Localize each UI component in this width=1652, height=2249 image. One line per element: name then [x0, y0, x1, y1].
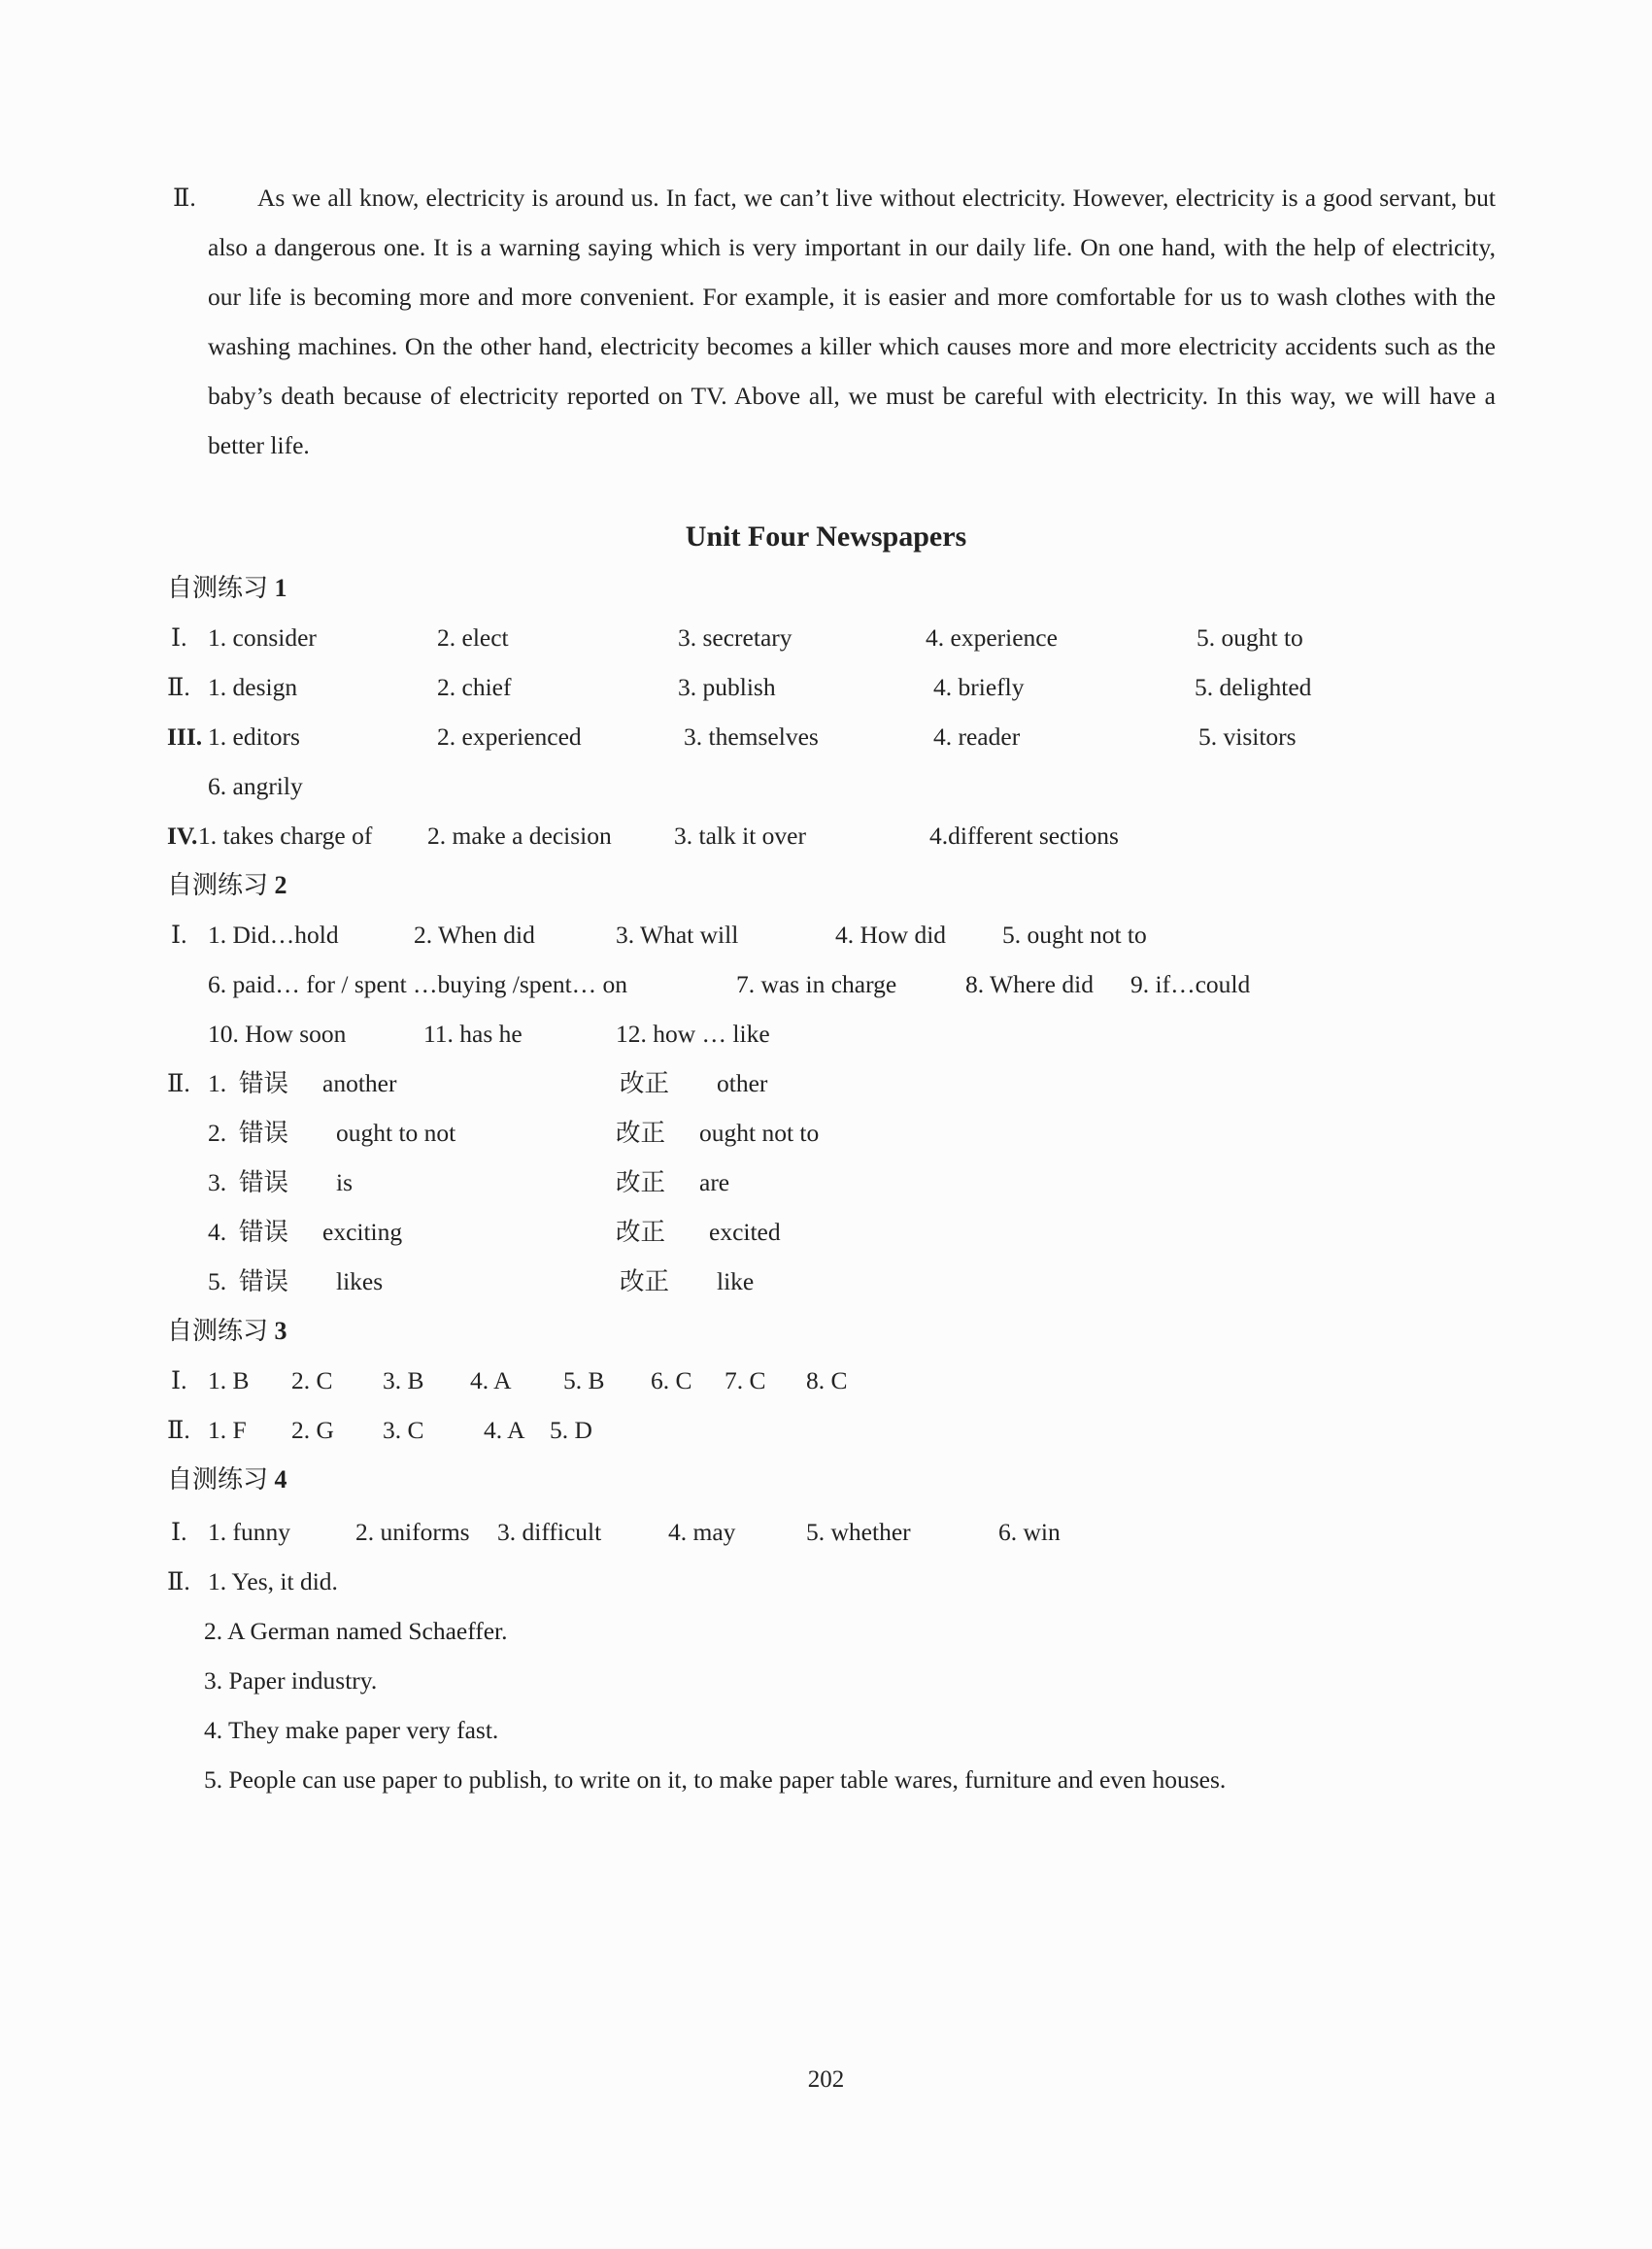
unit-title: Unit Four Newspapers [685, 520, 967, 553]
row-number: 3. [208, 1168, 227, 1196]
answer-item: 9. if…could [1130, 970, 1251, 998]
essay-answer [173, 173, 1496, 470]
wrong-label: 错误 [239, 1119, 289, 1147]
ex4-part2-row [167, 1705, 1430, 1755]
answer-item: 2. When did [414, 921, 535, 949]
answer-item: 6. C [651, 1366, 692, 1394]
answer-item: 5. delighted [1195, 673, 1312, 701]
answer-item: 2. chief [437, 673, 512, 701]
part-label: Ⅰ. [171, 623, 187, 652]
answer-item: 2. make a decision [427, 822, 612, 850]
exercise-number: 4 [274, 1465, 287, 1494]
fix-label: 改正 [616, 1218, 666, 1246]
row-number: 4. [208, 1218, 227, 1246]
answer-item: 8. C [806, 1366, 848, 1394]
ex1-part1-row [167, 613, 1430, 662]
wrong-word: likes [336, 1267, 384, 1295]
wrong-label: 错误 [239, 1168, 289, 1196]
exercise-number: 1 [274, 574, 287, 602]
wrong-word: ought to not [336, 1119, 456, 1147]
ex2-part1-row-b [167, 959, 1430, 1009]
exercise-title: 自测练习 [167, 574, 269, 602]
exercise-1-heading [167, 563, 287, 613]
part-label: Ⅰ. [171, 1366, 187, 1394]
answer-item: 5. ought not to [1002, 921, 1147, 949]
wrong-label: 错误 [239, 1267, 289, 1295]
part-label: Ⅰ. [171, 1518, 187, 1546]
exercise-number: 3 [274, 1317, 287, 1345]
exercise-title: 自测练习 [167, 1317, 269, 1345]
answer-item: 4. How did [835, 921, 947, 949]
row-number: 1. [208, 1069, 227, 1097]
answer-item: 2. experienced [437, 722, 582, 751]
wrong-word: exciting [322, 1218, 403, 1246]
answer-item: 4.different sections [929, 822, 1119, 850]
answer-item: 1. F [208, 1416, 247, 1444]
answer-item: 5. visitors [1198, 722, 1297, 751]
wrong-label: 错误 [239, 1069, 289, 1097]
answer-item: 1. consider [208, 623, 317, 652]
essay-number: Ⅱ. [173, 184, 196, 212]
fix-label: 改正 [616, 1168, 666, 1196]
row-number: 5. [208, 1267, 227, 1295]
fix-label: 改正 [620, 1267, 670, 1295]
answer-item: 5. D [550, 1416, 592, 1444]
answer-item: 3. Paper industry. [204, 1666, 378, 1695]
ex4-part2-row [167, 1606, 1430, 1656]
ex1-part2-row [167, 662, 1430, 712]
part-label: III. [167, 722, 203, 751]
answer-item: 4. A [484, 1416, 525, 1444]
answer-item: 7. C [725, 1366, 766, 1394]
fix-label: 改正 [616, 1119, 666, 1147]
answer-item: 2. uniforms [355, 1518, 470, 1546]
answer-item: 11. has he [423, 1020, 523, 1048]
part-label: Ⅱ. [167, 1567, 190, 1595]
answer-item: 6. angrily [208, 772, 303, 800]
part-label: Ⅱ. [167, 1416, 190, 1444]
part-label: IV. [167, 822, 198, 850]
answer-item: 5. ought to [1197, 623, 1303, 652]
answer-item: 2. elect [437, 623, 509, 652]
answer-item: 3. themselves [684, 722, 819, 751]
wrong-word: is [336, 1168, 354, 1196]
ex2-part1-row-c [167, 1009, 1430, 1058]
fix-word: like [717, 1267, 755, 1295]
fix-word: other [717, 1069, 768, 1097]
answer-item: 3. talk it over [674, 822, 806, 850]
answer-item: 4. may [668, 1518, 736, 1546]
fix-word: ought not to [699, 1119, 820, 1147]
answer-item: 6. paid… for / spent …buying /spent… on [208, 970, 628, 998]
ex1-part3-row [167, 712, 1430, 761]
answer-item: 3. publish [678, 673, 776, 701]
answer-item: 2. A German named Schaeffer. [204, 1617, 508, 1645]
answer-item: 5. whether [806, 1518, 911, 1546]
answer-item: 4. experience [926, 623, 1058, 652]
part-label: Ⅱ. [167, 1069, 190, 1097]
answer-item: 3. C [383, 1416, 424, 1444]
ex2-part1-row-a [167, 910, 1430, 959]
fix-word: are [699, 1168, 730, 1196]
answer-item: 3. difficult [497, 1518, 602, 1546]
answer-item: 4. A [470, 1366, 512, 1394]
part-label: Ⅰ. [171, 921, 187, 949]
answer-item: 5. B [563, 1366, 605, 1394]
answer-item: 4. briefly [933, 673, 1025, 701]
exercise-3-heading [167, 1306, 287, 1356]
answer-item: 1. Did…hold [208, 921, 339, 949]
fix-word: excited [709, 1218, 781, 1246]
row-number: 2. [208, 1119, 227, 1147]
answer-item: 4. They make paper very fast. [204, 1716, 499, 1744]
answer-item: 7. was in charge [736, 970, 897, 998]
answer-item: 3. secretary [678, 623, 792, 652]
exercise-4-heading [167, 1455, 287, 1504]
ex4-part2-row [167, 1557, 1430, 1606]
ex4-part2-row [167, 1656, 1430, 1705]
answer-item: 12. how … like [616, 1020, 770, 1048]
essay-text: As we all know, electricity is around us. In fact, we can’t live without electricity. However, electricity is a good servant, but also a dangerous one. It is a warning saying which is very important in our daily life. On one hand, with the help of electricity, our life is becoming more and more convenient. For example, it is easier and more comfortable for us to wash clothes with the washing machines. On the other hand, electricity becomes a killer which causes more and more electricity accidents such as the baby’s death because of electricity reported on TV. Above all, we must be careful with electricity. In this way, we will have a better life. [208, 184, 1496, 459]
answer-item: 1. funny [208, 1518, 290, 1546]
page-number: 202 [807, 2066, 845, 2093]
answer-item: 1. editors [208, 722, 300, 751]
ex2-correction-row [167, 1158, 1430, 1207]
answer-item: 3. What will [616, 921, 739, 949]
ex2-correction-row [167, 1207, 1430, 1257]
answer-item: 1. takes charge of [198, 822, 373, 850]
wrong-word: another [322, 1069, 397, 1097]
ex1-part3-row-cont [167, 761, 1430, 811]
ex2-correction-row [167, 1257, 1430, 1306]
ex2-correction-row [167, 1058, 1430, 1108]
answer-item: 3. B [383, 1366, 424, 1394]
answer-item: 1. B [208, 1366, 250, 1394]
ex3-part2-row [167, 1405, 1430, 1455]
answer-item: 6. win [998, 1518, 1061, 1546]
answer-item: 2. C [291, 1366, 333, 1394]
answer-item: 2. G [291, 1416, 334, 1444]
ex1-part4-row [167, 811, 1430, 860]
ex2-correction-row [167, 1108, 1430, 1158]
exercise-number: 2 [274, 871, 287, 899]
answer-item: 1. design [208, 673, 298, 701]
exercise-2-heading [167, 860, 287, 910]
answer-item: 4. reader [933, 722, 1021, 751]
answer-item: 1. Yes, it did. [208, 1567, 338, 1595]
exercise-title: 自测练习 [167, 1465, 269, 1494]
ex4-part2-row [167, 1755, 1468, 1804]
answer-item: 8. Where did [965, 970, 1094, 998]
ex3-part1-row [167, 1356, 1430, 1405]
fix-label: 改正 [620, 1069, 670, 1097]
ex4-part1-row [167, 1507, 1430, 1557]
answer-item: 5. People can use paper to publish, to write on it, to make paper table wares, furniture and even houses. [204, 1765, 1227, 1794]
wrong-label: 错误 [239, 1218, 289, 1246]
part-label: Ⅱ. [167, 673, 190, 701]
exercise-title: 自测练习 [167, 871, 269, 899]
answer-item: 10. How soon [208, 1020, 347, 1048]
